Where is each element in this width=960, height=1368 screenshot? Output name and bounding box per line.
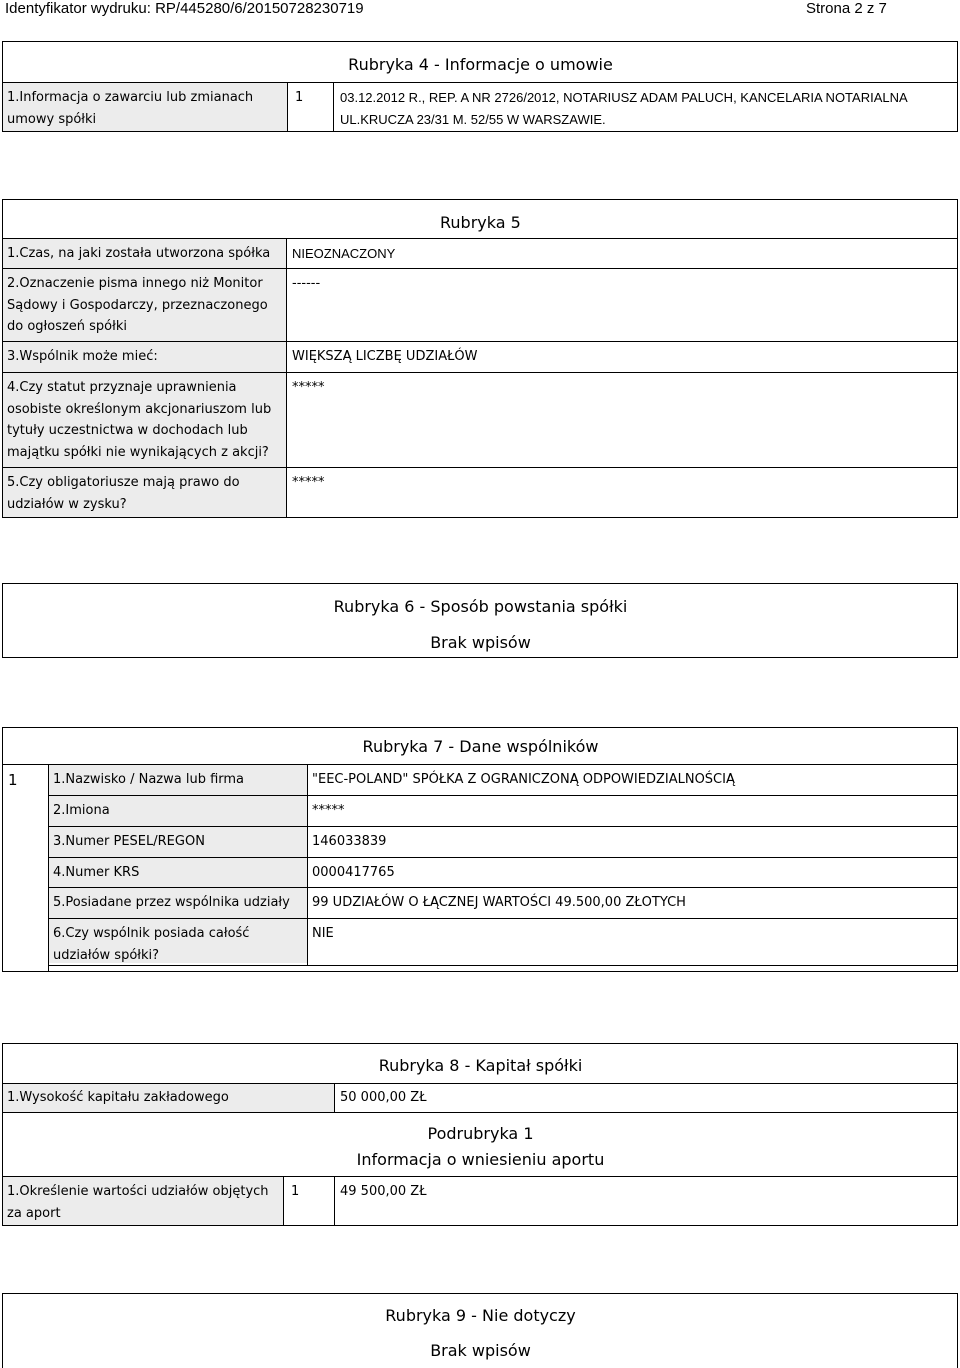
rubryka-5-value-4: ***** (292, 380, 325, 395)
rubryka-7-label-1: 1.Nazwisko / Nazwa lub firma (53, 772, 245, 787)
aport-number: 1 (291, 1184, 300, 1199)
rubryka-8-title: Rubryka 8 - Kapitał spółki (378, 1056, 583, 1075)
rubryka-4-row-label: 1.Informacja o zawarciu lub zmianach umowy spółki (7, 90, 254, 127)
rubryka-7-value-4: 0000417765 (312, 865, 395, 880)
rubryka-4-row-number: 1 (295, 90, 304, 105)
page-number: Strona 2 z 7 (806, 0, 887, 17)
rubryka-9-title: Rubryka 9 - Nie dotyczy (385, 1306, 576, 1325)
print-identifier: Identyfikator wydruku: RP/445280/6/20150728230719 (5, 0, 364, 17)
rubryka-5-value-3: WIĘKSZĄ LICZBĘ UDZIAŁÓW (292, 349, 478, 364)
rubryka-5-label-1: 1.Czas, na jaki została utworzona spółka (7, 246, 271, 261)
aport-value: 49 500,00 ZŁ (340, 1184, 427, 1199)
capital-value: 50 000,00 ZŁ (340, 1090, 427, 1105)
rubryka-5-title: Rubryka 5 (440, 213, 521, 232)
rubryka-9-empty: Brak wpisów (430, 1341, 531, 1360)
rubryka-7-label-5: 5.Posiadane przez wspólnika udziały (53, 895, 290, 910)
rubryka-7-label-6: 6.Czy wspólnik posiada całość udziałów spółki? (53, 926, 250, 963)
rubryka-6-title: Rubryka 6 - Sposób powstania spółki (333, 597, 628, 616)
rubryka-5-value-5: ***** (292, 475, 325, 490)
rubryka-7-value-1: "EEC-POLAND" SPÓŁKA Z OGRANICZONĄ ODPOWIEDZIALNOŚCIĄ (312, 772, 735, 787)
rubryka-7-title: Rubryka 7 - Dane wspólników (362, 737, 599, 756)
rubryka-7-value-2: ***** (312, 803, 345, 818)
rubryka-7-label-3: 3.Numer PESEL/REGON (53, 834, 205, 849)
subsection-title: Podrubryka 1 (427, 1124, 534, 1143)
aport-label: 1.Określenie wartości udziałów objętych za aport (7, 1184, 269, 1221)
rubryka-7-value-5: 99 UDZIAŁÓW O ŁĄCZNEJ WARTOŚCI 49.500,00 ZŁOTYCH (312, 895, 686, 910)
rubryka-5-label-5: 5.Czy obligatoriusze mają prawo do udziałów w zysku? (7, 475, 240, 512)
rubryka-6-empty: Brak wpisów (430, 633, 531, 652)
rubryka-4-row-value: 03.12.2012 R., REP. A NR 2726/2012, NOTARIUSZ ADAM PALUCH, KANCELARIA NOTARIALNA UL.KRUCZA 23/31 M. 52/55 W WARSZAWIE. (340, 90, 907, 127)
rubryka-5-value-2: ------ (292, 276, 321, 291)
rubryka-7-label-2: 2.Imiona (53, 803, 110, 818)
rubryka-7-value-3: 146033839 (312, 834, 387, 849)
rubryka-5-value-1: NIEOZNACZONY (292, 246, 396, 261)
rubryka-5-label-3: 3.Wspólnik może mieć: (7, 349, 158, 364)
capital-label: 1.Wysokość kapitału zakładowego (7, 1090, 229, 1105)
rubryka-5-label-4: 4.Czy statut przyznaje uprawnienia osobiste określonym akcjonariuszom lub tytuły uczestnictwa w dochodach lub majątku spółki nie wynikających z akcji? (7, 380, 272, 460)
rubryka-7-label-4: 4.Numer KRS (53, 865, 140, 880)
rubryka-4-title: Rubryka 4 - Informacje o umowie (348, 55, 613, 74)
rubryka-7-value-6: NIE (312, 926, 334, 941)
rubryka-7-entry-number: 1 (8, 771, 18, 789)
rubryka-5-label-2: 2.Oznaczenie pisma innego niż Monitor Sądowy i Gospodarczy, przeznaczonego do ogłoszeń spółki (7, 276, 268, 334)
subsection-subtitle: Informacja o wniesieniu aportu (356, 1150, 605, 1169)
